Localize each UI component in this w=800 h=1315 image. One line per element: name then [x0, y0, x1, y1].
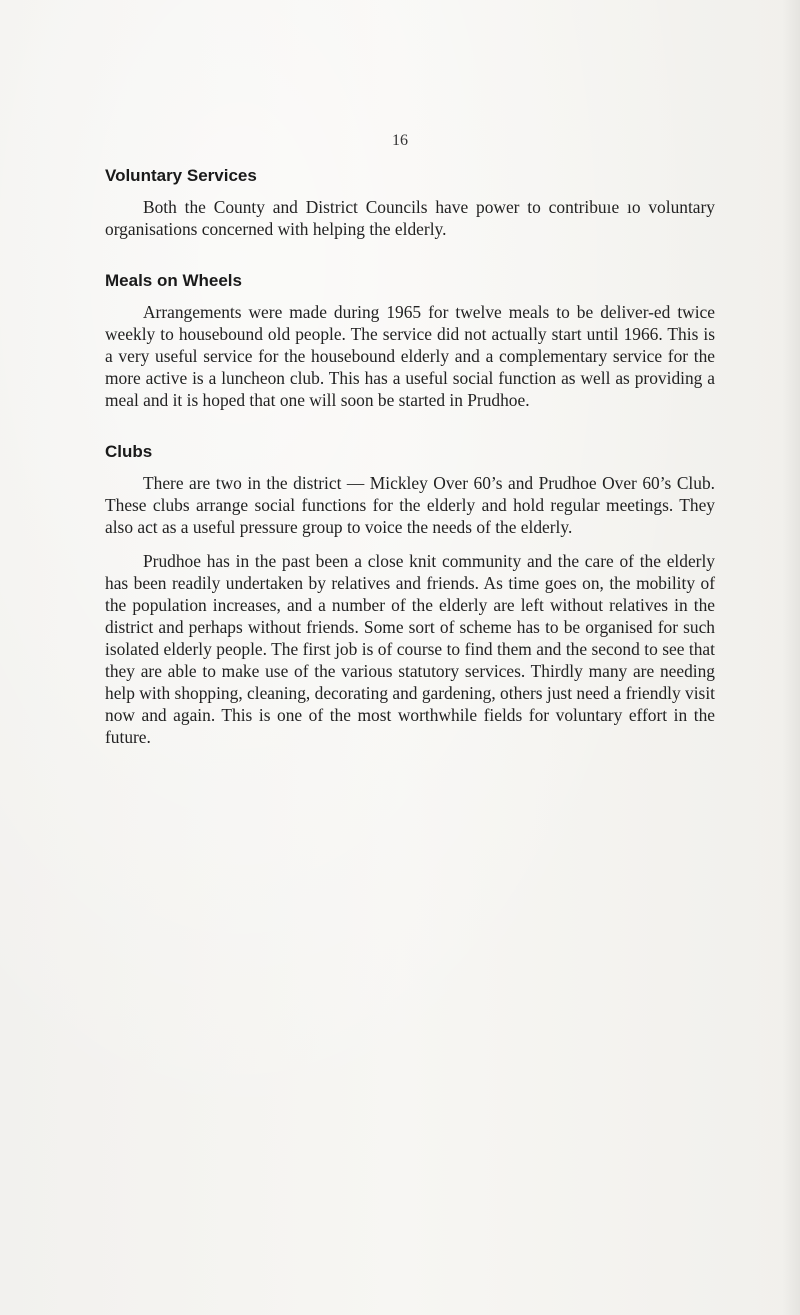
document-body — [105, 165, 715, 748]
paragraph-clubs-1: There are two in the district — Mickley Over 60’s and Prudhoe Over 60’s Club. These clubs arrange social functions for the elderly and hold regular meetings. They also act as a useful pressure group to voice the needs of the elderly. — [105, 473, 715, 537]
paragraph-voluntary-services: Both the County and District Councils have power to contribuıe ıo voluntary organisations concerned with helping the elderly. — [105, 197, 715, 239]
heading-voluntary-services: Voluntary Services — [105, 166, 257, 185]
heading-meals-on-wheels: Meals on Wheels — [105, 271, 242, 290]
heading-clubs: Clubs — [105, 442, 153, 461]
page-edge-shadow — [782, 0, 800, 1315]
paragraph-clubs-2: Prudhoe has in the past been a close knit community and the care of the elderly has been readily undertaken by relatives and friends. As time goes on, the mobility of the population increases, and a number of the elderly are left without relatives in the district and perhaps without friends. Some sort of scheme has to be organised for such isolated elderly people. The first job is of course to find them and the second to see that they are able to make use of the various statutory services. Thirdly many are needing help with shopping, cleaning, decorating and gardening, others just need a friendly visit now and again. This is one of the most worthwhile fields for voluntary effort in the future. — [105, 551, 715, 747]
page-number: 16 — [392, 132, 408, 149]
paragraph-meals-on-wheels: Arrangements were made during 1965 for twelve meals to be deliver-ed twice weekly to housebound old people. The service did not actually start until 1966. This is a very useful service for the housebound elderly and a complementary service for the more active is a luncheon club. This has a useful social function as well as providing a meal and it is hoped that one will soon be started in Prudhoe. — [105, 302, 715, 410]
